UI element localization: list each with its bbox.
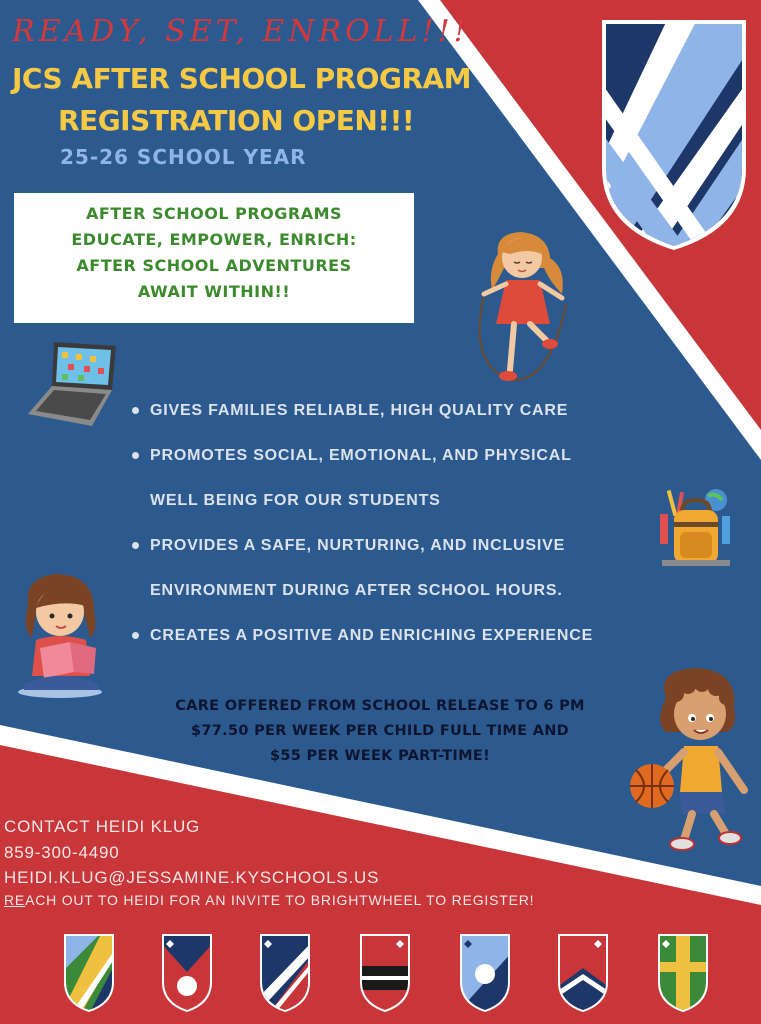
care-fulltime-price: $77.50 PER WEEK PER CHILD FULL TIME AND (190, 723, 570, 739)
laptop-icon (28, 338, 120, 430)
care-details (100, 694, 660, 769)
contact-name: CONTACT HEIDI KLUG (4, 817, 201, 836)
tagline-line: EDUCATE, EMPOWER, ENRICH: (71, 230, 357, 249)
contact-email[interactable]: HEIDI.KLUG@JESSAMINE.KYSCHOOLS.US (4, 868, 380, 887)
bullet-dot-icon (132, 542, 139, 549)
benefit-text: PROVIDES A SAFE, NURTURING, AND INCLUSIVE (150, 537, 566, 554)
reading-girl-illustration (14, 572, 106, 700)
tagline-line: AFTER SCHOOL PROGRAMS (85, 204, 343, 223)
benefit-item (132, 394, 652, 439)
tagline-box (14, 193, 414, 323)
school-shield-icon (160, 932, 214, 1012)
school-year: 25-26 SCHOOL YEAR (60, 145, 307, 169)
care-hours: CARE OFFERED FROM SCHOOL RELEASE TO 6 PM (175, 698, 585, 714)
registration-title: REGISTRATION OPEN!!! (58, 104, 415, 137)
school-shield-icon (62, 932, 116, 1012)
benefits-list (132, 394, 652, 664)
tagline-line: AFTER SCHOOL ADVENTURES (76, 256, 352, 275)
benefit-item-continued (132, 484, 652, 529)
program-title: JCS AFTER SCHOOL PROGRAM (12, 62, 472, 95)
benefit-text: PROMOTES SOCIAL, EMOTIONAL, AND PHYSICAL (150, 447, 572, 464)
school-shield-icon (458, 932, 512, 1012)
school-shield-icon (656, 932, 710, 1012)
reach-rest: ACH OUT TO HEIDI FOR AN INVITE TO BRIGHTWHEEL TO REGISTER! (25, 892, 535, 908)
reach-underlined: RE (4, 892, 26, 908)
tagline-line: AWAIT WITHIN!! (137, 282, 291, 301)
jump-rope-girl-illustration (470, 224, 574, 386)
district-logo-shield (598, 18, 750, 250)
bullet-dot-icon (132, 632, 139, 639)
school-shield-icon (556, 932, 610, 1012)
benefit-item (132, 529, 652, 574)
care-parttime-price: $55 PER WEEK PART-TIME! (270, 748, 490, 764)
school-shield-icon (358, 932, 412, 1012)
backpack-supplies-icon (656, 486, 736, 570)
contact-phone[interactable]: 859-300-4490 (4, 843, 120, 862)
benefit-item-continued (132, 574, 652, 619)
benefit-item (132, 619, 652, 664)
bullet-dot-icon (132, 407, 139, 414)
benefit-text: WELL BEING FOR OUR STUDENTS (150, 492, 441, 509)
basketball-boy-illustration (626, 668, 756, 858)
benefit-text: ENVIRONMENT DURING AFTER SCHOOL HOURS. (150, 582, 563, 599)
headline: READY, SET, ENROLL!!! (12, 14, 470, 49)
benefit-text: GIVES FAMILIES RELIABLE, HIGH QUALITY CARE (150, 402, 569, 419)
registration-instructions (4, 892, 534, 908)
school-shield-icon (258, 932, 312, 1012)
benefit-item (132, 439, 652, 484)
benefit-text: CREATES A POSITIVE AND ENRICHING EXPERIENCE (150, 627, 594, 644)
bullet-dot-icon (132, 452, 139, 459)
